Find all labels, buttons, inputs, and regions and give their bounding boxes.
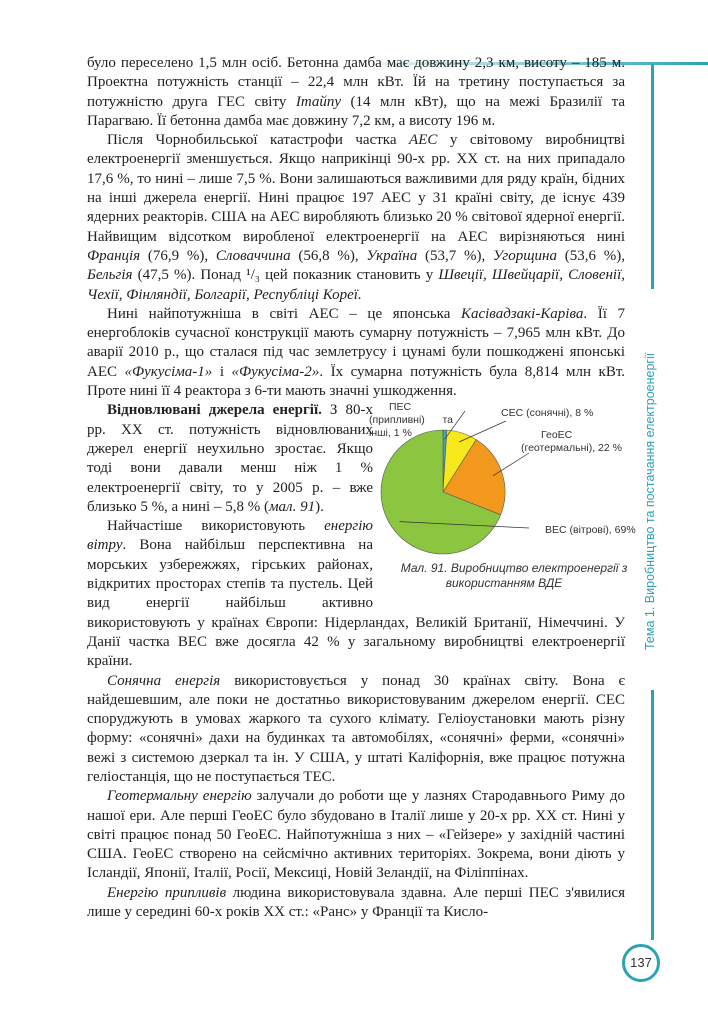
text-run: у світовому виробництві електроенергії зменшується. Якщо наприкінці 90-х рр. XX ст. на них припадало 17,6 %, то нині – лише 7,5 %. Вони залишаються важливими для ряду країн, бідних на інші джерела енергії. Нині працює 197 АЕС у 31 країні світу, де існує 439 ядерних реакторів. США на АЕС виробляють близько 20 % світової ядерної енергії. Найвищим відсотком виробленої електроенергії на АЕС вирізняються нині bbox=[87, 132, 625, 245]
side-rule-top bbox=[651, 64, 654, 289]
text-run: (56,8 %), bbox=[290, 247, 367, 264]
italic-text: Сонячна енергія bbox=[107, 672, 221, 689]
italic-text: Бельгія bbox=[87, 267, 133, 284]
italic-text: енергію вітру bbox=[87, 518, 373, 554]
text-run: Нині найпотужніша в світі АЕС – це японська bbox=[107, 305, 461, 322]
leader-line bbox=[459, 421, 506, 442]
text-run: ). bbox=[315, 498, 324, 515]
paragraph bbox=[87, 672, 625, 788]
text-run: (76,9 %), bbox=[140, 247, 216, 264]
text-run: використовується у понад 30 країнах світу. Вона є найдешевшим, але поки не достатньо використовуваним джерелом енергії. СЕС споруджують в умовах жаркого та сухого клімату. Геліоустановки мають різну форму: «сонячні» дахи на будинках та автомобілях, «сонячні» ферми, «сонячні» вежі з системою дзеркал та ін. У США, у штаті Каліфорнія, вже працює потужна геліостанція, що не поступається ТЕС. bbox=[87, 672, 625, 785]
paragraph bbox=[87, 305, 625, 401]
italic-text: Швеції, Швейцарії, Словенії, Чехії, Фінляндії, Болгарії, Республіці Кореї. bbox=[87, 267, 626, 303]
slice-label: ГеоЕС (геотермальні), 22 % bbox=[521, 429, 622, 455]
text-run: . Її 7 енергоблоків сучасної конструкції мають сумарну потужність – 7,965 млн кВт. До аварії 2010 р., що сталася під час землетрусу і цунамі були пошкоджені японські АЕС bbox=[87, 305, 625, 380]
pie-chart-figure bbox=[369, 401, 636, 599]
bold-text: Відновлювані джерела енергії. bbox=[107, 402, 322, 419]
italic-text: «Фукусіма-2» bbox=[231, 363, 320, 380]
side-rule-bottom bbox=[651, 690, 654, 940]
text-run: людина використовувала здавна. Але перші ПЕС з'явилися лише у середині 60-х років XX ст.: «Ранс» у Франції та Кисло- bbox=[87, 884, 625, 921]
figure-caption: Мал. 91. Виробництво електроенергії з використанням ВДЕ bbox=[400, 561, 628, 591]
italic-text: Касівадзакі-Каріва bbox=[461, 305, 584, 322]
italic-text: Ітайпу bbox=[295, 93, 342, 110]
text-run: (14 млн кВт), що на межі Бразилії та Парагваю. Її бетонна дамба має довжину 7,2 км, а висоту 196 м. bbox=[87, 93, 625, 129]
italic-text: Угорщина bbox=[493, 247, 557, 264]
text-run: . Вона найбільш перспективна на морських узбережжях, гірських районах, відкритих просторах степів та пустель. Цей вид енергії найбільш активно використовують у країнах Європи: Нідерландах, Великій Британії, Німеччині. У Данії частка ВЕС вже досягла 42 % у загальному виробництві електроенергії країни. bbox=[87, 537, 625, 670]
text-run: З 80-х рр. XX ст. потужність відновлюваних джерел енергії неухильно зростає. Якщо тоді вони давали менш ніж 1 % електроенергії світу, то у 2005 р. – вже близько 5 %, а нині – 5,8 % ( bbox=[87, 402, 373, 515]
paragraph bbox=[87, 787, 625, 883]
paragraph bbox=[87, 54, 625, 131]
italic-text: Франція bbox=[87, 247, 141, 264]
italic-text: Україна bbox=[366, 247, 418, 264]
text-run: було переселено 1,5 млн осіб. Бетонна дамба має довжину 2,3 км, висоту – 185 м. Проектна потужність станції – 22,4 млн кВт. Їй на третину поступається за потужністю друга ГЕС світу bbox=[87, 55, 625, 110]
text-run: і bbox=[212, 363, 232, 380]
italic-text: АЕС bbox=[409, 132, 438, 149]
text-run: (53,6 %), bbox=[556, 247, 625, 264]
paragraph bbox=[87, 884, 625, 923]
italic-text: Геотермальну енергію bbox=[107, 788, 252, 805]
text-run: Найчастіше використовують bbox=[107, 518, 325, 535]
slice-label: ВЕС (вітрові), 69% bbox=[545, 524, 636, 537]
italic-text: Енергію припливів bbox=[107, 884, 227, 901]
italic-text: мал. 91 bbox=[268, 498, 316, 515]
paragraph bbox=[87, 131, 625, 305]
slice-label: ПЕС (припливні) та інші, 1 % bbox=[369, 401, 453, 440]
text-run: . Їх сумарна потужність була 8,814 млн кВт. Проте нині її 4 реактора з 6-ти мають значні ушкодження. bbox=[87, 363, 625, 400]
text-run: (47,5 %). Понад ¹/₃ цей показник становить у bbox=[132, 267, 439, 284]
text-run: залучали до роботи ще у лазнях Стародавнього Риму до нашої ери. Але перші ГеоЕС було збудовано в Італії лише у 20-х рр. XX ст. Нині у світі працює понад 50 ГеоЕС. Найпотужніша з них – «Гейзере» у західній частині США. ГеоЕС створено на сейсмічно активних територіях. Зокрема, вони діють у Ісландії, Японії, Італії, Росії, Мексиці, Новій Зеландії, на Філіппінах. bbox=[87, 788, 626, 882]
slice-label: СЕС (сонячні), 8 % bbox=[501, 407, 594, 420]
page-number: 137 bbox=[622, 944, 660, 982]
text-run: (53,7 %), bbox=[417, 247, 494, 264]
chapter-title: Тема 1. Виробництво та постачання електроенергії bbox=[643, 352, 657, 650]
body-text bbox=[87, 54, 636, 922]
italic-text: Словаччина bbox=[215, 247, 291, 264]
text-run: Після Чорнобильської катастрофи частка bbox=[107, 132, 410, 149]
italic-text: «Фукусіма-1» bbox=[124, 363, 213, 380]
